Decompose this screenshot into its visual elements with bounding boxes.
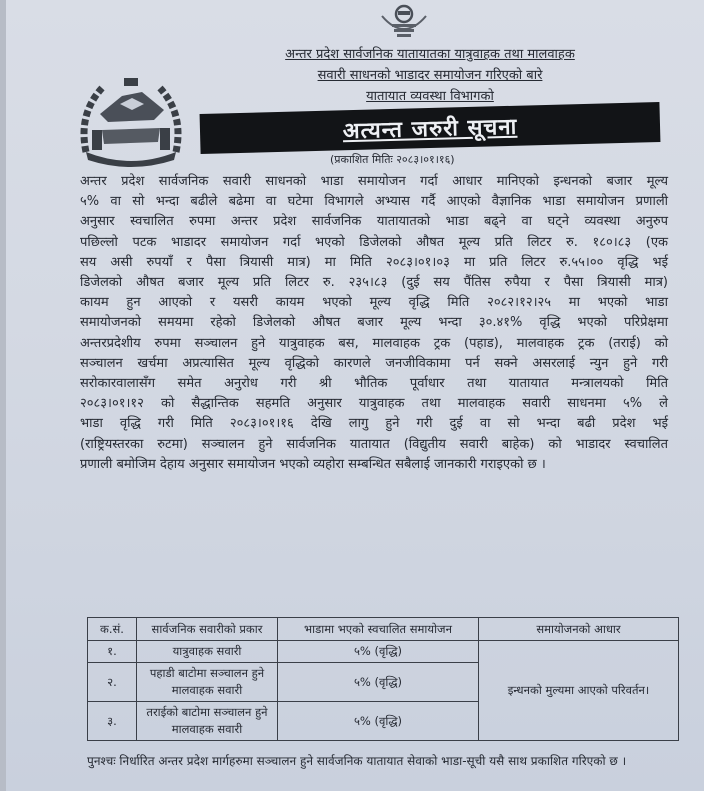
body-line: सरोकारवालासँग समेत अनुरोध गरी श्री भौतिक पूर्वाधार तथा यातायात मन्त्रालयको मिति <box>80 376 668 392</box>
body-line: सञ्चालन खर्चमा अप्रत्यासित मूल्य वृद्धिको कारणले जनजीविकामा पर्न सक्ने असरलाई न्युन हुने गरी <box>80 355 668 371</box>
header-basis: समायोजनको आधार <box>479 618 679 641</box>
nepal-coat-of-arms-icon <box>72 74 190 169</box>
banner-title: अत्यन्त जरुरी सूचना <box>342 114 518 145</box>
cell-adjustment: ५% (वृद्धि) <box>278 641 479 663</box>
cell-adjustment: ५% (वृद्धि) <box>278 702 479 741</box>
body-line: (राष्ट्रियस्तरका रुटमा) सञ्चालन हुने सार्वजनिक यातायात (विद्युतीय सवारी बाहेक) को भाडादर स्वचालित <box>80 436 668 452</box>
header-serial: क.सं. <box>88 618 137 641</box>
body-line: समायोजनको समयमा रहेको डिजेलको औषत बजार मूल्य भन्दा ३०.४१% वृद्धि भएको परिप्रेक्षमा <box>80 315 668 331</box>
published-date: (प्रकाशित मितिः २०८३।०१।१६) <box>330 153 455 166</box>
header-vehicle-type: सार्वजनिक सवारीको प्रकार <box>137 618 278 641</box>
header-line-3: यातायात व्यवस्था विभागको <box>366 89 494 104</box>
fare-adjustment-table <box>87 617 679 741</box>
cell-adjustment: ५% (वृद्धि) <box>278 663 479 702</box>
body-line: अनुसार स्वचालित रुपमा अन्तर प्रदेश सार्वजनिक यातायातको भाडा बढ्ने वा घट्ने व्यवस्था अनुरुप <box>80 214 668 230</box>
header-line-1: अन्तर प्रदेश सार्वजनिक यातायातका यात्रुवाहक तथा मालवाहक <box>285 47 575 62</box>
body-line: प्रणाली बमोजिम देहाय अनुसार समायोजन भएको व्यहोरा सम्बन्धित सबैलाई जानकारी गराइएको छ । <box>80 456 546 472</box>
header-line-2: सवारी साधनको भाडादर समायोजन गरिएको बारे <box>317 68 543 83</box>
cell-serial: ३. <box>88 702 137 741</box>
cell-vehicle-type: यात्रुवाहक सवारी <box>137 641 278 663</box>
postscript-note: पुनश्चः निर्धारित अन्तर प्रदेश मार्गहरुमा सञ्चालन हुने सार्वजनिक यातायात सेवाको भाडा-सूची यसै साथ प्रकाशित गरिएको छ । <box>87 754 627 768</box>
cell-serial: २. <box>88 663 137 702</box>
table-header-row <box>88 618 679 641</box>
body-line: अन्तर प्रदेश सार्वजनिक सवारी साधनको भाडा समायोजन गर्दा आधार मानिएको इन्धनको बजार मूल्य <box>80 174 668 189</box>
cell-vehicle-type: पहाडी बाटोमा सञ्चालन हुने मालवाहक सवारी <box>137 663 278 702</box>
cell-basis: इन्धनको मुल्यमा आएको परिवर्तन। <box>479 641 679 741</box>
cell-serial: १. <box>88 641 137 663</box>
notice-header <box>230 44 630 107</box>
body-line: भाडा वृद्धि गरी मिति २०८३।०१।१६ देखि लागु हुने गरी दुई वा सो भन्दा बढी प्रदेश भई <box>80 416 668 432</box>
table-row <box>88 641 679 663</box>
notice-body <box>80 172 668 475</box>
page-edge <box>0 0 6 791</box>
nepal-government-emblem-icon <box>372 2 436 42</box>
body-line: कायम हुन आएको र यसरी कायम भएको मूल्य वृद्धि मिति २०८२।१२।२५ मा भएको भाडा <box>80 295 668 311</box>
cell-vehicle-type: तराईको बाटोमा सञ्चालन हुने मालवाहक सवारी <box>137 702 278 741</box>
body-line: डिजेलको औषत बजार मूल्य प्रति लिटर रु. २३५।८३ (दुई सय पैंतिस रुपैया र पैसा त्रियासी मात्र) <box>80 275 668 291</box>
body-line: २०८३।०१।१२ को सैद्धान्तिक सहमति अनुसार यात्रुवाहक तथा मालवाहक सवारी साधनमा ५% ले <box>80 396 668 412</box>
body-line: सय असी रुपयाँ र पैसा त्रियासी मात्र) मा मिति २०८३।०१।०३ मा प्रति लिटर रु.५५।०० वृद्धि भई <box>80 254 668 270</box>
header-adjustment: भाडामा भएको स्वचालित समायोजन <box>278 618 479 641</box>
body-line: अन्तरप्रदेशीय रुपमा सञ्चालन हुने यात्रुवाहक बस, मालवाहक ट्रक (पहाड), मालवाहक ट्रक (तराई) को <box>80 335 668 351</box>
body-line: ५% वा सो भन्दा बढीले बढेमा वा घटेमा विभागले अभ्यास गर्दै आएको वैज्ञानिक भाडा समायोजन प्रणाली <box>80 194 668 210</box>
body-line: पछिल्लो पटक भाडादर समायोजन गर्दा भएको डिजेलको औषत मूल्य प्रति लिटर रु. १८०।८३ (एक <box>80 234 668 250</box>
urgent-notice-banner <box>200 102 661 154</box>
